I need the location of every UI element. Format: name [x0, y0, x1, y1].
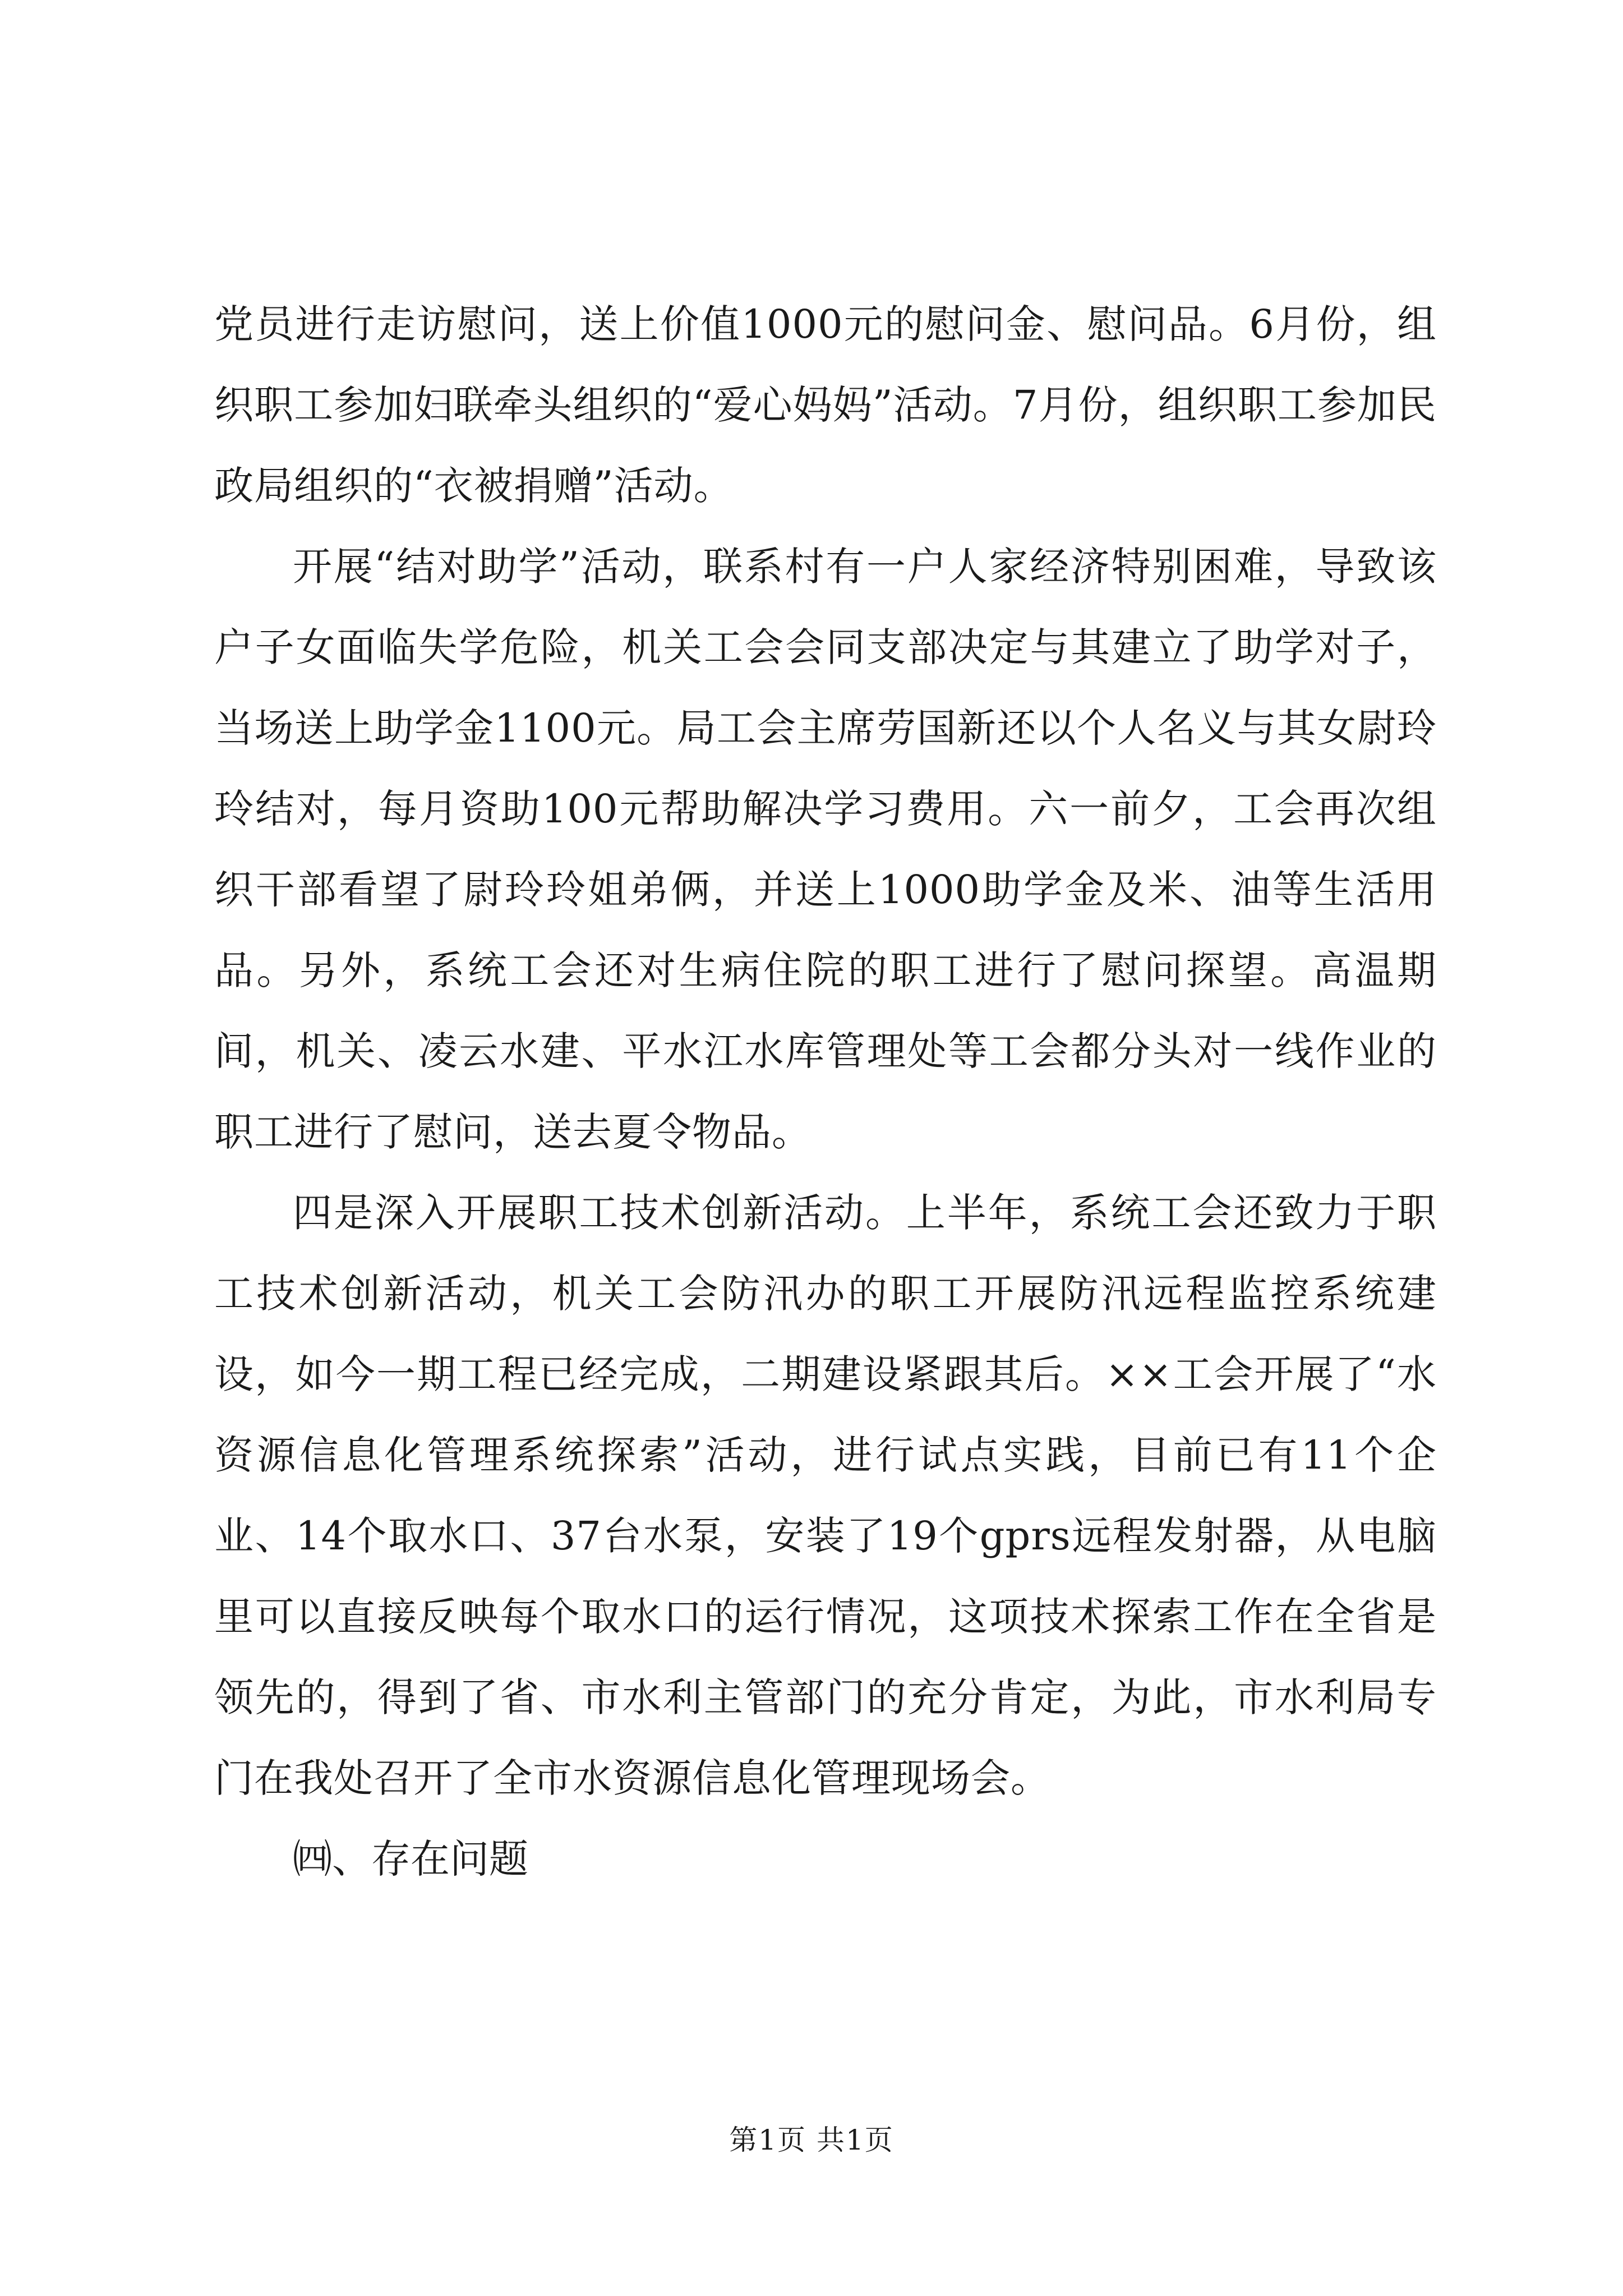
page-footer: 第1页 共1页 [729, 2124, 894, 2156]
section-heading-existing-problems: ㈣、存在问题 [293, 1836, 528, 1882]
document-body [214, 284, 1437, 1899]
paragraph-technical-innovation: 四是深入开展职工技术创新活动。上半年，系统工会还致力于职工技术创新活动，机关工会防汛办的职工开展防汛远程监控系统建设，如今一期工程已经完成，二期建设紧跟其后。××工会开展了“水资源信息化管理系统探索”活动，进行试点实践，目前已有11个企业、14个取水口、37台水泵，安装了19个gprs远程发射器，从电脑里可以直接反映每个取水口的运行情况，这项技术探索工作在全省是领先的，得到了省、市水利主管部门的充分肯定，为此，市水利局专门在我处召开了全市水资源信息化管理现场会。 [214, 1190, 1437, 1801]
paragraph-continuation: 党员进行走访慰问，送上价值1000元的慰问金、慰问品。6月份，组织职工参加妇联牵头组织的“爱心妈妈”活动。7月份，组织职工参加民政局组织的“衣被捐赠”活动。 [214, 301, 1437, 509]
paragraph-tutoring-activity: 开展“结对助学”活动，联系村有一户人家经济特别困难，导致该户子女面临失学危险，机关工会会同支部决定与其建立了助学对子，当场送上助学金1100元。局工会主席劳国新还以个人名义与其女尉玲玲结对，每月资助100元帮助解决学习费用。六一前夕，工会再次组织干部看望了尉玲玲姐弟俩，并送上1000助学金及米、油等生活用品。另外，系统工会还对生病住院的职工进行了慰问探望。高温期间，机关、凌云水建、平水江水库管理处等工会都分头对一线作业的职工进行了慰问，送去夏令物品。 [214, 544, 1437, 1155]
